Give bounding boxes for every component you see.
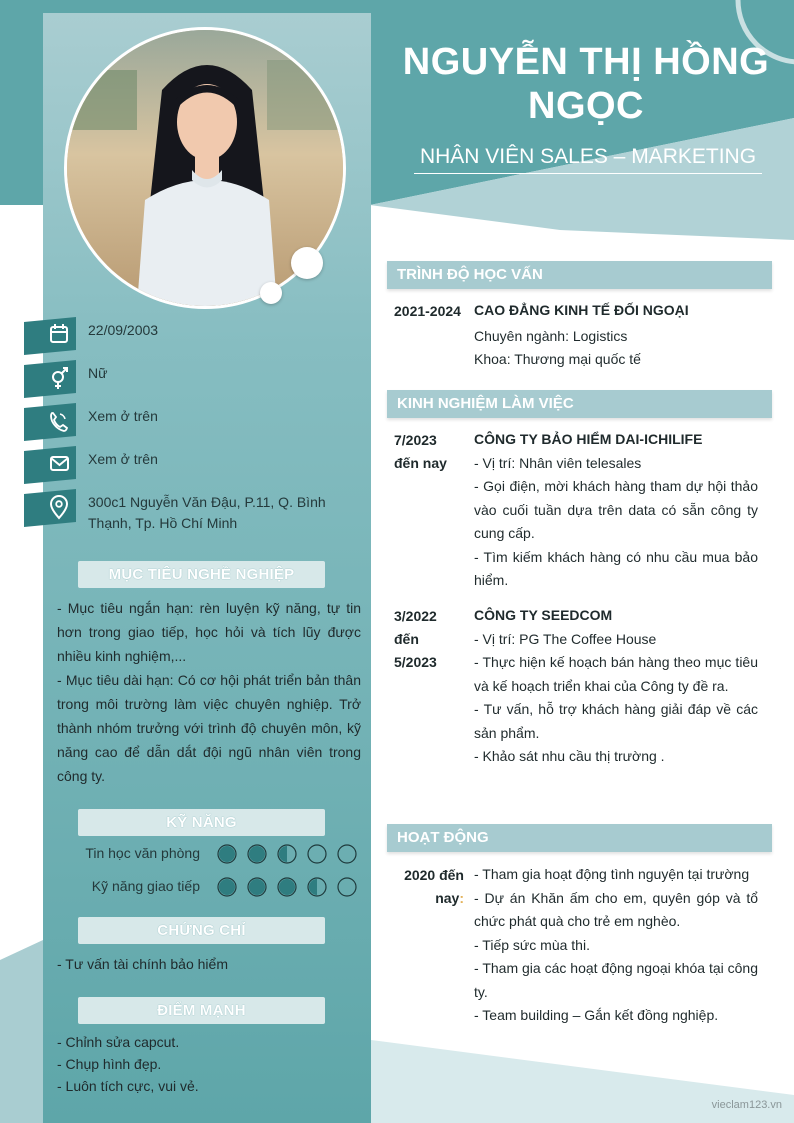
email-icon [24, 446, 76, 476]
strengths-list [57, 1031, 361, 1097]
experience-heading: KINH NGHIỆM LÀM VIỆC [387, 390, 772, 418]
skill-dot [308, 845, 326, 863]
job-line: - Vị trí: PG The Coffee House [474, 630, 657, 647]
job-date-line: đến [394, 631, 419, 647]
education-body [474, 299, 758, 372]
objective-text [57, 596, 361, 788]
job-line: - Tư vấn, hỗ trợ khách hàng giải đáp về các sản phẩm. [474, 701, 758, 741]
gender-icon [24, 360, 76, 390]
activity-line: - Tham gia các hoạt động ngoại khóa tại công ty. [474, 960, 758, 1000]
strength-item: - Luôn tích cực, vui vẻ. [57, 1078, 199, 1094]
job-date [394, 605, 468, 674]
job-date [394, 429, 468, 475]
job-line: - Tìm kiếm khách hàng có nhu cầu mua bảo hiểm. [474, 548, 758, 588]
skill-row [60, 876, 370, 898]
decor-dot-small [260, 282, 282, 304]
skill-dot [338, 845, 356, 863]
education-date: 2021-2024 [394, 303, 461, 319]
education-faculty: Khoa: Thương mại quốc tế [474, 351, 641, 367]
address-text: 300c1 Nguyễn Văn Đậu, P.11, Q. Bình Thạnh, Tp. Hồ Chí Minh [88, 494, 326, 531]
watermark: vieclam123.vn [711, 1099, 782, 1111]
email-text: Xem ở trên [88, 451, 158, 467]
skill-dot [248, 878, 266, 896]
strengths-heading: ĐIỂM MẠNH [78, 997, 325, 1024]
skill-name: Kỹ năng giao tiếp [91, 878, 200, 894]
skill-name: Tin học văn phòng [85, 845, 200, 861]
skill-dot [218, 878, 236, 896]
job-body [474, 604, 758, 769]
certificate-item: - Tư vấn tài chính bảo hiểm [57, 956, 228, 972]
job-line: - Vị trí: Nhân viên telesales [474, 454, 642, 471]
skill-rating [216, 843, 366, 865]
strength-item: - Chụp hình đẹp. [57, 1056, 162, 1072]
skills-heading: KỸ NĂNG [78, 809, 325, 836]
activities-body [474, 863, 758, 1028]
certificates-heading: CHỨNG CHỈ [78, 917, 325, 944]
objective-heading: MỤC TIÊU NGHỀ NGHIỆP [78, 561, 325, 588]
job-body [474, 428, 758, 593]
job-company: CÔNG TY SEEDCOM [474, 607, 613, 623]
birthday-text: 22/09/2003 [88, 322, 159, 338]
decor-dot-large [291, 247, 323, 279]
calendar-icon [24, 317, 76, 347]
activities-date [394, 864, 464, 910]
skill-dot [338, 878, 356, 896]
job-line: - Thực hiện kế hoạch bán hàng theo mục tiêu và kế hoạch triển khai của Công ty đề ra. [474, 654, 758, 694]
education-major: Chuyên ngành: Logistics [474, 327, 628, 344]
activity-line: - Tham gia hoạt động tình nguyện tại trường [474, 866, 750, 882]
name-line-1: NGUYỄN THỊ HỒNG [402, 41, 770, 83]
phone-text: Xem ở trên [88, 408, 158, 424]
job-line: - Gọi điện, mời khách hàng tham dự hội thảo vào cuối tuần dựa trên data có sẵn công ty cung cấp. [474, 478, 758, 541]
skill-dot [218, 845, 236, 863]
job-date-line: đến nay [394, 455, 447, 471]
activities-date-text: 2020 đến nay [404, 867, 464, 906]
phone-icon [24, 403, 76, 433]
job-date-line: 5/2023 [394, 654, 437, 670]
name-line-2: NGỌC [528, 85, 644, 127]
activity-line: - Tiếp sức mùa thi. [474, 936, 590, 953]
job-line: - Khảo sát nhu cầu thị trường . [474, 748, 665, 764]
skill-row [60, 843, 370, 865]
job-company: CÔNG TY BẢO HIỂM DAI-ICHILIFE [474, 431, 703, 447]
activities-heading: HOẠT ĐỘNG [387, 824, 772, 852]
strength-item: - Chỉnh sửa capcut. [57, 1034, 180, 1050]
candidate-name [388, 40, 784, 128]
certificates-list [57, 953, 361, 975]
activity-line: - Dự án Khăn ấm cho em, quyên góp và tổ chức phát quà cho trẻ em nghèo. [474, 889, 758, 929]
location-icon [24, 489, 76, 519]
gender-text: Nữ [88, 365, 108, 381]
activities-date-suffix: : [459, 890, 464, 906]
skill-dot [278, 878, 296, 896]
education-school: CAO ĐẲNG KINH TẾ ĐỐI NGOẠI [474, 302, 689, 318]
education-heading: TRÌNH ĐỘ HỌC VẤN [387, 261, 772, 289]
skill-dot [308, 878, 326, 896]
skill-dot [278, 845, 296, 863]
job-date-line: 7/2023 [394, 432, 437, 448]
skill-rating [216, 876, 366, 898]
objective-long-term: - Mục tiêu dài hạn: Có cơ hội phát triển bản thân trong môi trường làm việc chuyên nghiệp. Trở thành nhóm trưởng với trình độ chuyên môn, kỹ năng cao để dẫn dắt đội ngũ nhân viên trong công ty. [57, 672, 361, 784]
skill-dot [248, 845, 266, 863]
job-date-line: 3/2022 [394, 608, 437, 624]
objective-short-term: - Mục tiêu ngắn hạn: rèn luyện kỹ năng, tự tin hơn trong giao tiếp, học hỏi và tích lũy được nhiều kinh nghiệm,... [57, 600, 361, 664]
job-title: NHÂN VIÊN SALES – MARKETING [414, 143, 762, 174]
activity-line: - Team building – Gắn kết đồng nghiệp. [474, 1007, 719, 1023]
